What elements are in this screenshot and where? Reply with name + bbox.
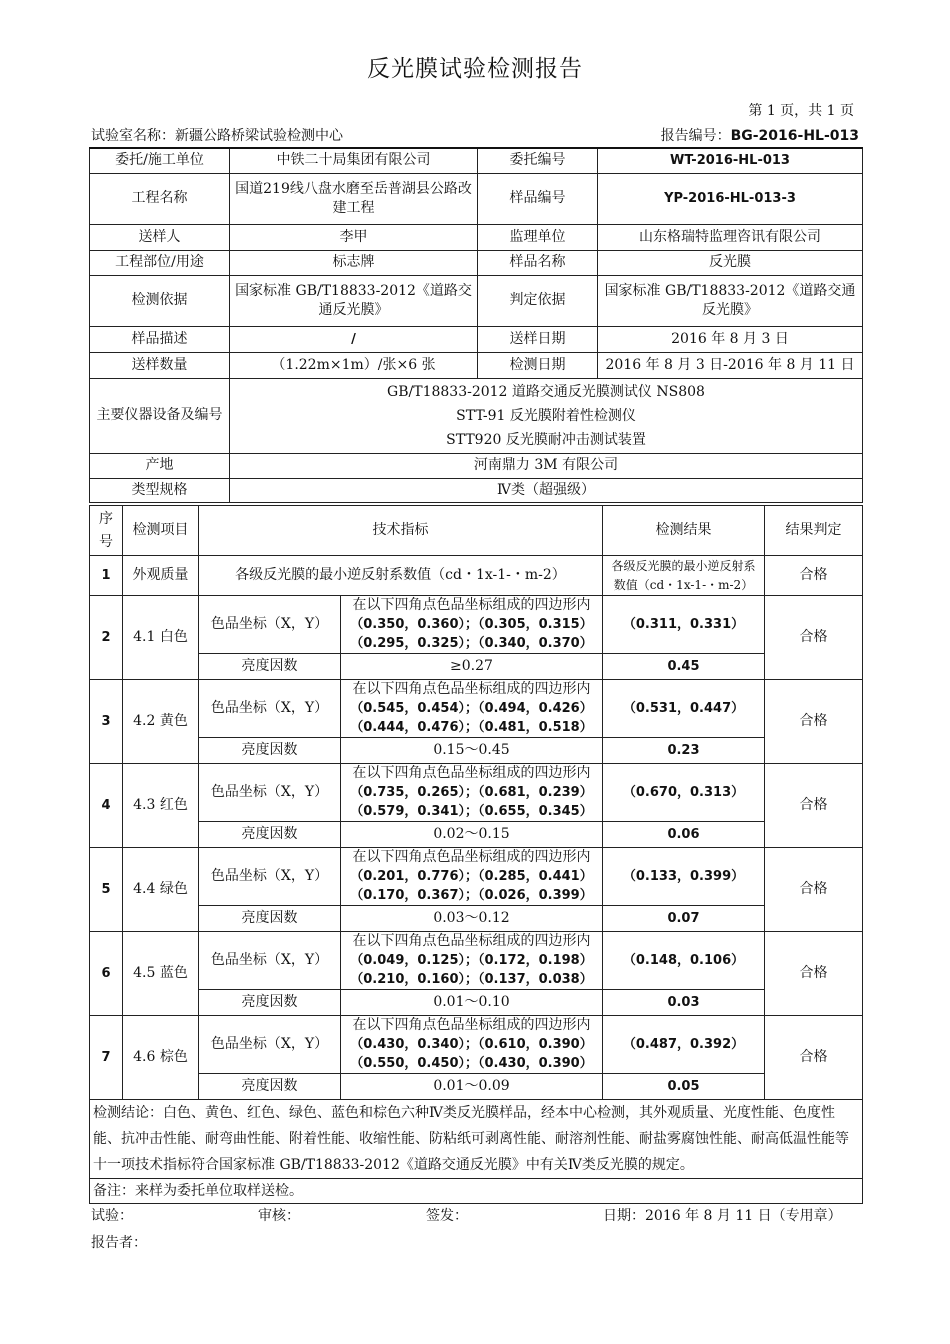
chroma-points: （0.295，0.325）；（0.340，0.370） xyxy=(350,636,593,651)
project-value: 国道219线八盘水磨至岳普湖县公路改建工程 xyxy=(230,173,478,224)
chroma-result: （0.670，0.313） xyxy=(603,764,765,822)
judge-value: 国家标准 GB/T18833-2012《道路交通反光膜》 xyxy=(598,275,863,326)
color-judgement: 合格 xyxy=(765,764,863,848)
luminance-label: 亮度因数 xyxy=(199,822,341,848)
desc-label: 样品描述 xyxy=(90,326,230,352)
test-date-value: 2016 年 8 月 3 日-2016 年 8 月 11 日 xyxy=(598,352,863,378)
chroma-label: 色品坐标（X，Y） xyxy=(199,680,341,738)
chroma-points: （0.201，0.776）；（0.285，0.441） xyxy=(350,869,593,884)
desc-value: / xyxy=(230,326,478,352)
luminance-result: 0.07 xyxy=(603,906,765,932)
luminance-label: 亮度因数 xyxy=(199,1074,341,1100)
chroma-points: （0.545，0.454）；（0.494，0.426） xyxy=(350,701,593,716)
part-label: 工程部位/用途 xyxy=(90,250,230,275)
color-item: 4.1 白色 xyxy=(123,596,199,680)
sender-label: 送样人 xyxy=(90,224,230,250)
chroma-spec xyxy=(341,764,603,822)
chroma-label: 色品坐标（X，Y） xyxy=(199,1016,341,1074)
chroma-spec-head: 在以下四角点色品坐标组成的四边形内 xyxy=(352,849,591,865)
luminance-spec: 0.01～0.09 xyxy=(341,1074,603,1100)
color-seq: 2 xyxy=(90,596,123,680)
luminance-spec: 0.01～0.10 xyxy=(341,990,603,1016)
table-row xyxy=(90,848,863,906)
table-row xyxy=(90,1074,863,1100)
report-number xyxy=(661,125,859,145)
row-spec: 各级反光膜的最小逆反射系数值（cd・1x-1-・m-2） xyxy=(199,556,603,596)
type-value: Ⅳ类（超强级） xyxy=(230,478,863,502)
type-label: 类型规格 xyxy=(90,478,230,502)
table-row xyxy=(90,932,863,990)
table-row xyxy=(90,738,863,764)
luminance-spec: ≥0.27 xyxy=(341,654,603,680)
sample-no-label: 样品编号 xyxy=(478,173,598,224)
send-date-label: 送样日期 xyxy=(478,326,598,352)
color-item: 4.3 红色 xyxy=(123,764,199,848)
qty-label: 送样数量 xyxy=(90,352,230,378)
color-judgement: 合格 xyxy=(765,1016,863,1100)
client-label: 委托/施工单位 xyxy=(90,148,230,173)
luminance-result: 0.45 xyxy=(603,654,765,680)
issuer-label: 签发： xyxy=(426,1208,468,1224)
chroma-spec-head: 在以下四角点色品坐标组成的四边形内 xyxy=(352,597,591,613)
color-seq: 5 xyxy=(90,848,123,932)
info-table xyxy=(89,147,863,503)
conclusion: 检测结论：白色、黄色、红色、绿色、蓝色和棕色六种Ⅳ类反光膜样品，经本中心检测，其外观质量、光度性能、色度性能、抗冲击性能、耐弯曲性能、附着性能、收缩性能、防粘纸可剥离性能、耐溶剂性能、耐盐雾腐蚀性能、耐高低温性能等十一项技术指标符合国家标准 GB/T18833-2012《道路交通反光膜》中有关Ⅳ类反光膜的规定。 xyxy=(90,1100,863,1179)
chroma-result: （0.148，0.106） xyxy=(603,932,765,990)
header-result: 检测结果 xyxy=(603,506,765,556)
luminance-label: 亮度因数 xyxy=(199,990,341,1016)
header-seq: 序号 xyxy=(90,506,123,556)
color-seq: 4 xyxy=(90,764,123,848)
header-judgement: 结果判定 xyxy=(765,506,863,556)
qty-value: （1.22m×1m）/张×6 张 xyxy=(230,352,478,378)
chroma-label: 色品坐标（X，Y） xyxy=(199,848,341,906)
table-row xyxy=(90,822,863,848)
remark: 备注：来样为委托单位取样送检。 xyxy=(90,1179,863,1204)
luminance-label: 亮度因数 xyxy=(199,906,341,932)
color-judgement: 合格 xyxy=(765,596,863,680)
entrust-no-value: WT-2016-HL-013 xyxy=(598,148,863,173)
table-row xyxy=(90,654,863,680)
results-table xyxy=(89,505,863,1204)
luminance-spec: 0.03～0.12 xyxy=(341,906,603,932)
page-info: 第 1 页，共 1 页 xyxy=(748,103,854,119)
chroma-points: （0.735，0.265）；（0.681，0.239） xyxy=(350,785,593,800)
client-value: 中铁二十局集团有限公司 xyxy=(230,148,478,173)
chroma-points: （0.350，0.360）；（0.305，0.315） xyxy=(350,617,593,632)
row-judgement: 合格 xyxy=(765,556,863,596)
luminance-spec: 0.15～0.45 xyxy=(341,738,603,764)
entrust-no-label: 委托编号 xyxy=(478,148,598,173)
sender-value: 李甲 xyxy=(230,224,478,250)
supervisor-value: 山东格瑞特监理咨讯有限公司 xyxy=(598,224,863,250)
color-judgement: 合格 xyxy=(765,932,863,1016)
chroma-label: 色品坐标（X，Y） xyxy=(199,596,341,654)
supervisor-label: 监理单位 xyxy=(478,224,598,250)
color-judgement: 合格 xyxy=(765,680,863,764)
table-row xyxy=(90,990,863,1016)
chroma-points: （0.170，0.367）；（0.026，0.399） xyxy=(350,888,593,903)
basis-value: 国家标准 GB/T18833-2012《道路交通反光膜》 xyxy=(230,275,478,326)
table-row xyxy=(90,596,863,654)
color-item: 4.5 蓝色 xyxy=(123,932,199,1016)
chroma-result: （0.133，0.399） xyxy=(603,848,765,906)
luminance-result: 0.06 xyxy=(603,822,765,848)
row-result: 各级反光膜的最小逆反射系数值（cd・1x-1-・m-2） xyxy=(603,556,765,596)
chroma-spec-head: 在以下四角点色品坐标组成的四边形内 xyxy=(352,1017,591,1033)
color-seq: 3 xyxy=(90,680,123,764)
chroma-result: （0.487，0.392） xyxy=(603,1016,765,1074)
send-date-value: 2016 年 8 月 3 日 xyxy=(598,326,863,352)
chroma-result: （0.311，0.331） xyxy=(603,596,765,654)
sample-name-label: 样品名称 xyxy=(478,250,598,275)
project-label: 工程名称 xyxy=(90,173,230,224)
luminance-result: 0.23 xyxy=(603,738,765,764)
part-value: 标志牌 xyxy=(230,250,478,275)
date-stamp: 日期：2016 年 8 月 11 日（专用章） xyxy=(603,1208,842,1224)
equipment-list xyxy=(230,378,863,453)
luminance-label: 亮度因数 xyxy=(199,738,341,764)
luminance-result: 0.03 xyxy=(603,990,765,1016)
chroma-spec-head: 在以下四角点色品坐标组成的四边形内 xyxy=(352,681,591,697)
chroma-points: （0.049，0.125）；（0.172，0.198） xyxy=(350,953,593,968)
luminance-spec: 0.02～0.15 xyxy=(341,822,603,848)
judge-label: 判定依据 xyxy=(478,275,598,326)
tester-label: 试验： xyxy=(91,1208,133,1224)
table-row xyxy=(90,1016,863,1074)
chroma-spec-head: 在以下四角点色品坐标组成的四边形内 xyxy=(352,765,591,781)
header-item: 检测项目 xyxy=(123,506,199,556)
luminance-label: 亮度因数 xyxy=(199,654,341,680)
sample-name-value: 反光膜 xyxy=(598,250,863,275)
row-seq: 1 xyxy=(90,556,123,596)
chroma-points: （0.430，0.340）；（0.610，0.390） xyxy=(350,1037,593,1052)
color-judgement: 合格 xyxy=(765,848,863,932)
table-row xyxy=(90,680,863,738)
header-spec: 技术指标 xyxy=(199,506,603,556)
color-rows xyxy=(90,596,863,1100)
chroma-spec-head: 在以下四角点色品坐标组成的四边形内 xyxy=(352,933,591,949)
chroma-spec xyxy=(341,932,603,990)
chroma-spec xyxy=(341,596,603,654)
equipment-item: STT-91 反光膜附着性检测仪 xyxy=(456,407,636,424)
color-item: 4.6 棕色 xyxy=(123,1016,199,1100)
chroma-spec xyxy=(341,848,603,906)
table-row xyxy=(90,906,863,932)
equipment-item: STT920 反光膜耐冲击测试装置 xyxy=(446,431,646,448)
chroma-points: （0.550，0.450）；（0.430，0.390） xyxy=(350,1056,593,1071)
report-title: 反光膜试验检测报告 xyxy=(367,56,583,82)
chroma-points: （0.444，0.476）；（0.481，0.518） xyxy=(350,720,593,735)
equipment-label: 主要仪器设备及编号 xyxy=(90,378,230,453)
color-seq: 7 xyxy=(90,1016,123,1100)
color-item: 4.2 黄色 xyxy=(123,680,199,764)
reporter-label: 报告者： xyxy=(91,1235,147,1251)
chroma-spec xyxy=(341,680,603,738)
color-seq: 6 xyxy=(90,932,123,1016)
row-item: 外观质量 xyxy=(123,556,199,596)
test-date-label: 检测日期 xyxy=(478,352,598,378)
chroma-label: 色品坐标（X，Y） xyxy=(199,932,341,990)
origin-label: 产地 xyxy=(90,453,230,478)
chroma-result: （0.531，0.447） xyxy=(603,680,765,738)
basis-label: 检测依据 xyxy=(90,275,230,326)
chroma-points: （0.210，0.160）；（0.137，0.038） xyxy=(350,972,593,987)
chroma-label: 色品坐标（X，Y） xyxy=(199,764,341,822)
origin-value: 河南鼎力 3M 有限公司 xyxy=(230,453,863,478)
chroma-points: （0.579，0.341）；（0.655，0.345） xyxy=(350,804,593,819)
sample-no-value: YP-2016-HL-013-3 xyxy=(598,173,863,224)
report-number-value: BG-2016-HL-013 xyxy=(730,128,859,144)
table-row xyxy=(90,764,863,822)
report-number-label: 报告编号： xyxy=(660,128,731,144)
lab-name: 试验室名称：新疆公路桥梁试验检测中心 xyxy=(91,128,343,144)
equipment-item: GB/T18833-2012 道路交通反光膜测试仪 NS808 xyxy=(387,383,705,400)
reviewer-label: 审核： xyxy=(258,1208,300,1224)
color-item: 4.4 绿色 xyxy=(123,848,199,932)
chroma-spec xyxy=(341,1016,603,1074)
luminance-result: 0.05 xyxy=(603,1074,765,1100)
